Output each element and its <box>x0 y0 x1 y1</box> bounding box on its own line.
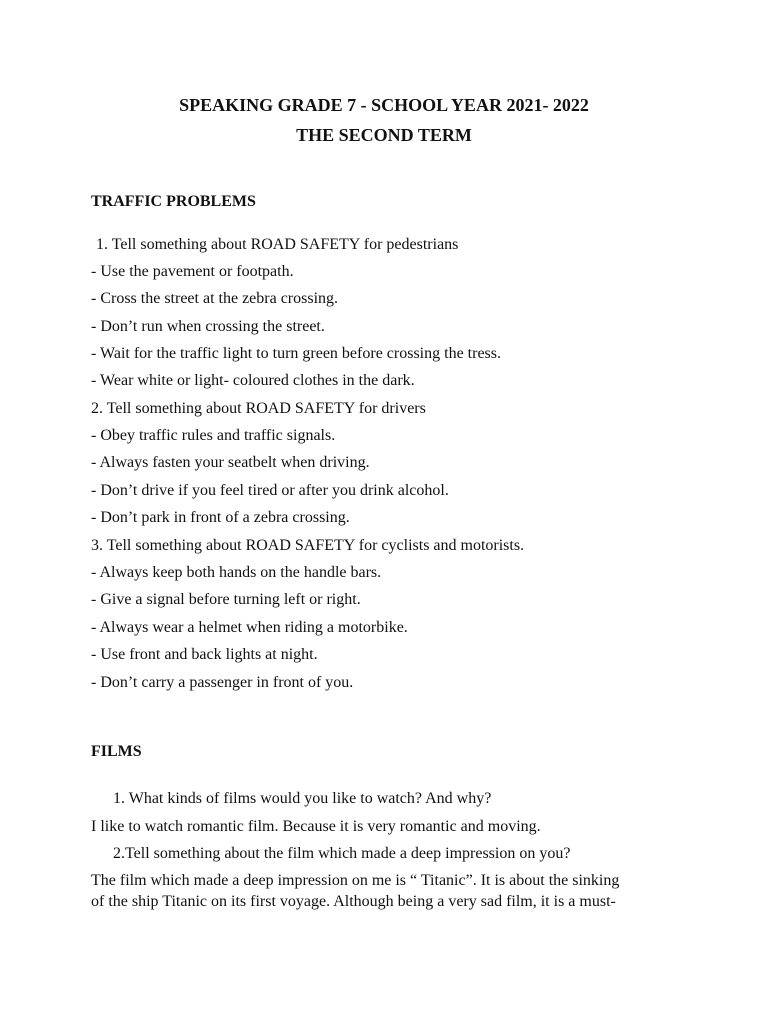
question-line: 1. Tell something about ROAD SAFETY for pedestrians <box>96 236 459 253</box>
list-item: - Use the pavement or footpath. <box>91 263 294 280</box>
list-item: - Don’t run when crossing the street. <box>91 318 325 335</box>
question-line: 2. Tell something about ROAD SAFETY for drivers <box>91 400 426 417</box>
list-item: - Use front and back lights at night. <box>91 646 318 663</box>
list-item: - Obey traffic rules and traffic signals. <box>91 427 336 444</box>
document-subtitle: THE SECOND TERM <box>296 125 472 145</box>
question-line: 1. What kinds of films would you like to watch? And why? <box>113 790 492 807</box>
answer-line: I like to watch romantic film. Because it is very romantic and moving. <box>91 818 541 835</box>
list-item: - Wear white or light- coloured clothes in the dark. <box>91 372 415 389</box>
list-item: - Don’t park in front of a zebra crossing. <box>91 509 350 526</box>
answer-line: The film which made a deep impression on me is “ Titanic”. It is about the sinking <box>91 872 620 889</box>
list-item: - Always wear a helmet when riding a motorbike. <box>91 619 408 636</box>
question-line: 3. Tell something about ROAD SAFETY for cyclists and motorists. <box>91 537 525 554</box>
list-item: - Always keep both hands on the handle bars. <box>91 564 382 581</box>
answer-line: of the ship Titanic on its first voyage. Although being a very sad film, it is a must- <box>91 893 616 910</box>
list-item: - Don’t carry a passenger in front of you. <box>91 674 354 691</box>
section-heading-traffic: TRAFFIC PROBLEMS <box>91 193 256 210</box>
question-line: 2.Tell something about the film which made a deep impression on you? <box>113 845 571 862</box>
list-item: - Don’t drive if you feel tired or after you drink alcohol. <box>91 482 449 499</box>
list-item: - Cross the street at the zebra crossing. <box>91 290 339 307</box>
document-title: SPEAKING GRADE 7 - SCHOOL YEAR 2021- 2022 <box>179 95 589 115</box>
list-item: - Always fasten your seatbelt when driving. <box>91 454 370 471</box>
list-item: - Give a signal before turning left or right. <box>91 591 361 608</box>
list-item: - Wait for the traffic light to turn green before crossing the tress. <box>91 345 501 362</box>
section-heading-films: FILMS <box>91 743 142 760</box>
